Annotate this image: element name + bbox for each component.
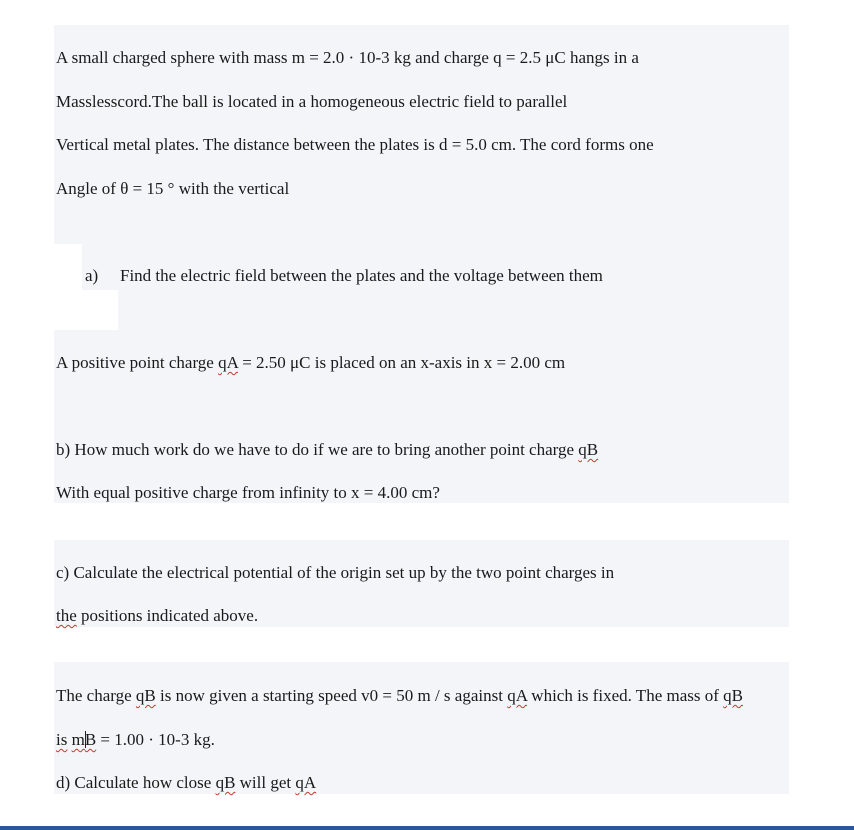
question-d-text: d) Calculate how close bbox=[56, 773, 216, 792]
paragraph-1-line-1[interactable]: A small charged sphere with mass m = 2.0 · 10-3 kg and charge q = 2.5 μC hangs in a bbox=[56, 48, 639, 67]
charge-b-name-misspelled[interactable]: qB bbox=[578, 440, 599, 459]
charge-a-statement[interactable] bbox=[56, 353, 565, 373]
question-d-line-3[interactable] bbox=[56, 773, 316, 793]
paragraph-1-line-2[interactable]: Masslesscord.The ball is located in a homogeneous electric field to parallel bbox=[56, 92, 568, 111]
charge-a-text-post: = 2.50 μC is placed on an x-axis in x = 2.00 cm bbox=[237, 353, 566, 372]
charge-a-name-misspelled[interactable]: qA bbox=[218, 353, 238, 372]
question-d-text: is now given a starting speed v0 = 50 m / s against bbox=[155, 686, 508, 705]
question-d-text: The charge bbox=[56, 686, 136, 705]
charge-a-name-misspelled[interactable]: qA bbox=[295, 773, 317, 792]
question-d-mass-value: = 1.00 · 10-3 kg. bbox=[96, 730, 215, 749]
question-b-line-2[interactable]: With equal positive charge from infinity to x = 4.00 cm? bbox=[56, 483, 440, 502]
question-d-line-1[interactable] bbox=[56, 686, 743, 706]
question-c-line-1[interactable]: c) Calculate the electrical potential of the origin set up by the two point charges in bbox=[56, 563, 615, 582]
unshaded-gap-b bbox=[82, 290, 118, 330]
charge-a-name-misspelled[interactable]: qA bbox=[507, 686, 528, 705]
question-d-line-2[interactable] bbox=[56, 730, 215, 750]
charge-b-name-misspelled[interactable]: qB bbox=[723, 686, 743, 705]
paragraph-1-line-4[interactable]: Angle of θ = 15 ° with the vertical bbox=[56, 179, 290, 198]
question-d-text: will get bbox=[235, 773, 296, 792]
charge-b-name-misspelled[interactable]: qB bbox=[135, 686, 156, 705]
question-a-marker: a) bbox=[85, 266, 99, 285]
question-b-text: b) How much work do we have to do if we are to bring another point charge bbox=[56, 440, 579, 459]
word-is-misspelled[interactable]: is bbox=[56, 730, 68, 749]
question-d-text: which is fixed. The mass of bbox=[527, 686, 724, 705]
unshaded-gap-a bbox=[54, 244, 82, 330]
question-a-text[interactable]: Find the electric field between the plates and the voltage between them bbox=[120, 266, 603, 285]
charge-b-name-misspelled[interactable]: qB bbox=[215, 773, 236, 792]
charge-a-text-pre: A positive point charge bbox=[56, 353, 219, 372]
question-c-line-2[interactable] bbox=[56, 606, 258, 626]
question-c-word-misspelled[interactable]: the bbox=[56, 606, 77, 625]
question-c-text-rest: positions indicated above. bbox=[76, 606, 259, 625]
paragraph-1-line-3[interactable]: Vertical metal plates. The distance between the plates is d = 5.0 cm. The cord forms one bbox=[56, 135, 654, 154]
question-b-line-1[interactable] bbox=[56, 440, 598, 460]
mass-symbol-misspelled[interactable]: m bbox=[71, 730, 85, 749]
status-bar-edge bbox=[0, 826, 854, 830]
mass-symbol-subscript[interactable]: B bbox=[84, 730, 97, 749]
